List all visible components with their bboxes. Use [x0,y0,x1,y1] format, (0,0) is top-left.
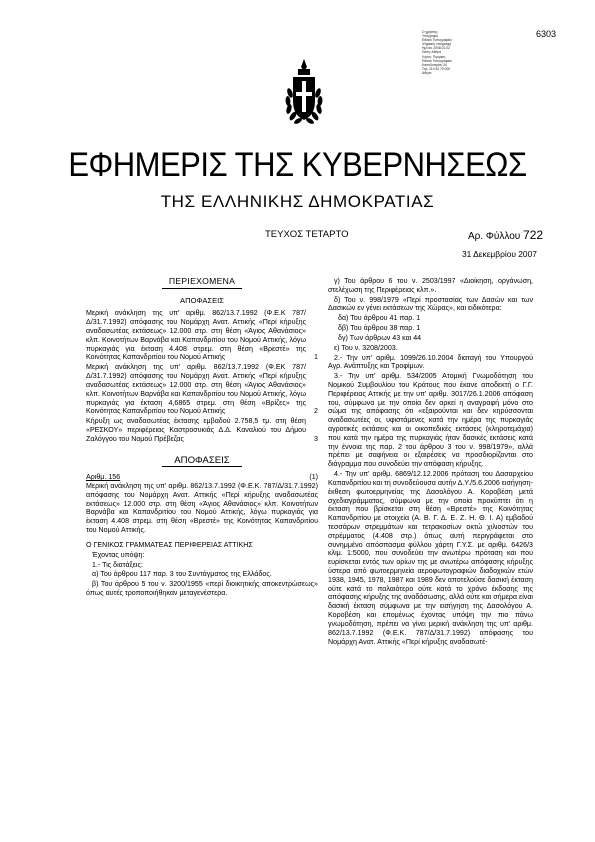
decisions-heading: ΑΠΟΦΑΣΕΙΣ [174,454,230,466]
stamp-line: Τηλ: 210 52 79 000 [422,66,451,71]
stamp-line: Αθήνα [422,70,432,75]
toc-entry[interactable] [86,417,318,443]
toc-entry-text: Μερική ανάκληση της υπ' αριθμ. 862/13.7.1992 (Φ.Ε.Κ 787/Δ/31.7.1992) απόφασης του Νομάρχη Ανατ. Αττικής «Περί κήρυξης αναδασωτέας εκτάσεως» 12.000 στρ. στη θέση «Άγιος Αθανάσιος» κλπ. Κοινοτήτων Βαρνάβα και Καπανδριτίου του Νομού Αττικής, λόγω πυρκαγιάς για έκταση 4.408 στρεμ. στη θέση «Βρεστέ» της Κοινότητας Καπανδριτίου του Νομού Αττικής [86,309,306,362]
paragraph: γ) Του άρθρου 6 του ν. 2503/1997 «Διοίκηση, οργάνωση, στελέχωση της Περιφέρειας κλπ.». [328,277,533,294]
stamp-line: Καποδιστρίου 34 [422,62,447,67]
stamp-line: Εθνικό Τυπογραφείο [422,38,452,43]
right-column [328,277,533,647]
toc-entry[interactable] [86,363,318,416]
toc-subheading: ΑΠΟΦΑΣΕΙΣ [180,295,224,305]
toc-entry-page: 2 [314,407,318,416]
stamp-line: Εθνικό Τυπογραφείο [422,58,452,63]
stamp-line: Υπογραφή [422,34,438,39]
paragraph: 4.- Την υπ' αριθμ. 6869/12.12.2006 πρόταση του Δασαρχείου Καπανδριτίου και τη συνοδεύουσα αυτήν Δ.Υ./5.6.2006 εισήγηση-έκθεση φωτοερμηνείας της Δασολόγου Α. Κοροβέση μετά σχεδιαγράμματος, σύμφωνα με την οποία προκύπτει ότι η έκταση που βρίσκεται στη θέση «Βρεστέ» της Κοινότητας Καπανδριτίου με στοιχεία (Α. Β. Γ. Δ. Ε. Ζ. Η. Θ. Ι. Α) εμβαδού τεσσάρων στρεμμάτων και τετρακοσίων οκτώ χιλιοστών του στρέμματος (4.408 στρ.) όπως αυτή περιγράφεται στο συνημμένο απόσπασμα φύλλου χάρτη Γ.Υ.Σ. με αριθμ. 6426/3 κλιμ. 1:5000, που συνοδεύει την ανωτέρω πρόταση και που ευρίσκεται εντός των ορίων της με ανωτέρω απόφασης κήρυξης ύστερα από φωτοερμηνεία αεροφωτογραφιών διαδοχικών ετών 1938, 1945, 1978, 1987 και 1989 δεν αποτελούσε δασική έκταση ούτε κατά το παλαιότερο ούτε κατά το χρόνο έκδοσης της απόφασης κήρυξης της αναδάσωσης, αλλά ούτε και σήμερα είναι δασική έκταση σύμφωνα με την εισήγηση της Δασολόγου Α. Κοροβέση και επομένως έχοντας υπόψη την πιο πάνω γνωμοδότηση, πρέπει να γίνει μερική ανάκληση της υπ' αριθμ. 862/13.7.1992 (Φ.Ε.Κ. 787/Δ/31.7.1992) απόφασης του Νομάρχη Ανατ. Αττικής «Περί κήρυξης αναδασωτέ- [328,470,533,646]
sheet-number-value: 722 [523,228,544,242]
decision-number [86,473,318,482]
page-number: 6303 [536,29,557,39]
decision-item: β) Του άρθρου 5 του ν. 3200/1955 «περί διοικητικής αποκεντρώσεως» όπως αυτές τροποποιήθηκαν μεταγενέστερα. [86,580,318,597]
issue-date: 31 Δεκεμβρίου 2007 [462,249,537,259]
digital-signature-stamp [422,30,472,75]
stamp-line: Ημ/νία: 2008.01.02 [422,46,450,51]
stamp-line: Λόγος: Έγκριση [422,54,446,59]
toc-entry-text: Κήρυξη ως αναδασωτέας έκτασης εμβαδού 2.758,5 τμ. στη θέση «ΡΕΣΚΟΥ» περιφέρειας Καστρoσυκιάς Δ.Δ. Καναλιού του Δήμου Ζαλόγγου του Νομού Πρέβεζας [86,417,306,443]
paragraph: 2.- Την υπ' αριθμ. 1099/26.10.2004 διαταγή του Υπουργού Αγρ. Ανάπτυξης και Τροφίμων. [328,353,533,371]
sub-item: δγ) Των άρθρων 43 και 44 [338,333,422,342]
toc-entry-text: Μερική ανάκληση της υπ' αριθμ. 862/13.7.1992 (Φ.ΕΚ 787/Δ/31.7.1992) απόφασης του Νομάρχη Ανατ. Αττικής «Περί κήρυξης αναδασωτέας εκτάσεως» 12.000 στρ. στη θέση «Άγιος Αθανάσιος» κλπ. Κοινοτήτων Βαρνάβα και Καπανδριτίου του Νομού Αττικής, λόγω πυρκαγιάς για έκταση 4,6865 στρεμ. στη θέση «Βρίζες» της Κοινότητας Καπανδριτίου του Νομού Αττικής [86,363,306,416]
sub-item: δα) Του άρθρου 41 παρ. 1 [338,314,421,323]
sheet-number [468,228,543,242]
toc-heading: ΠΕΡΙΕΧΟΜΕΝΑ [168,276,236,286]
decision-considering: Έχοντας υπόψη: [92,550,145,559]
paragraph: 3.- Την υπ' αριθμ. 534/2005 Ατομική Γνωμοδότηση του Νομικού Συμβουλίου του Κράτους που έκανε αποδεκτή ο Γ.Γ. Περιφέρειας Αττικής με την υπ' αριθμ. 3017/26.1.2006 απόφαση του, σύμφωνα με την οποία δεν αρκεί η αναγραφή μόνο στο σώμα της απόφασης ότι «εξαιρούνται και δεν κηρύσσονται αναδασωτέες οι, υφιστάμενες κατά την ημέρα της πυρκαγιάς αγροτικές εκτάσεις και οι οικοπεδικές εκτάσεις (κληροτεμάχια) που κατά την ημέρα της πυρκαγιάς ήταν δασικές εκτάσεις κατά την έννοια της παρ. 2 του άρθρου 3 του ν. 998/1979», αλλά πρέπει με σαφήνεια οι εξαιρέσεις να προσδιορίζονται στο διάγραμμα που συνοδεύει την απόφαση κήρυξης. [328,372,533,469]
gazette-title: ΕΦΗΜΕΡΙΣ ΤΗΣ ΚΥΒΕΡΝΗΣΕΩΣ [68,144,527,185]
stamp-line: Ψηφιακή υπογραφή [422,42,452,47]
toc-entry-page: 3 [314,434,318,443]
issue-label: ΤΕΥΧΟΣ ΤΕΤΑΡΤΟ [265,229,349,240]
decision-title: Μερική ανάκληση της υπ' αριθμ. 862/13.7.1992 (Φ.Ε.Κ. 787/Δ/31.7.1992) απόφασης του Νομάρχη Ανατ. Αττικής «Περί κήρυξης αναδασωτέας εκτάσεως» 12.000 στρ. στη θέση «Άγιος Αθανάσιος» κλπ. Κοινοτήτων Βαρνάβα και Καπανδριτίου του Νομού Αττικής, λόγω πυρκαγιάς για έκταση 4.408 στρεμ. στη θέση «Βρεστέ» της Κοινότητας Καπανδριτίου του Νομού Αττικής. [86,482,318,535]
decision-ref: (1) [309,473,318,482]
toc-entry[interactable] [86,309,318,362]
toc-entry-page: 1 [314,353,318,362]
greek-state-emblem-icon [284,57,324,129]
left-column [86,277,318,599]
sub-item: δβ) Του άρθρου 38 παρ. 1 [338,324,421,333]
divider [162,466,242,467]
decision-number-label: Αριθμ. 156 [86,473,121,482]
stamp-line: Θέση: Αθήνα [422,50,441,55]
divider [162,288,242,289]
decision-authority: Ο ΓΕΝΙΚΟΣ ΓΡΑΜΜΑΤΕΑΣ ΠΕΡΙΦΕΡΕΙΑΣ ΑΤΤΙΚΗΣ [86,540,253,549]
sheet-label: Αρ. Φύλλου [468,231,521,242]
gazette-subtitle: ΤΗΣ ΕΛΛΗΝΙΚΗΣ ΔΗΜΟΚΡΑΤΙΑΣ [160,192,435,211]
paragraph: δ) Του ν. 998/1979 «Περί προστασίας των Δασών και των Δασικών εν γένει εκτάσεων της Χώρας», και ειδικότερα: [328,295,533,313]
stamp-line: Ο χρήστης [422,30,438,34]
paragraph: ε) Του ν. 3208/2003. [334,343,398,352]
decision-provisions: 1.- Τις διατάξεις: [92,560,143,569]
decision-item: α) Του άρθρου 117 παρ. 3 του Συντάγματος της Ελλάδος. [92,570,272,579]
